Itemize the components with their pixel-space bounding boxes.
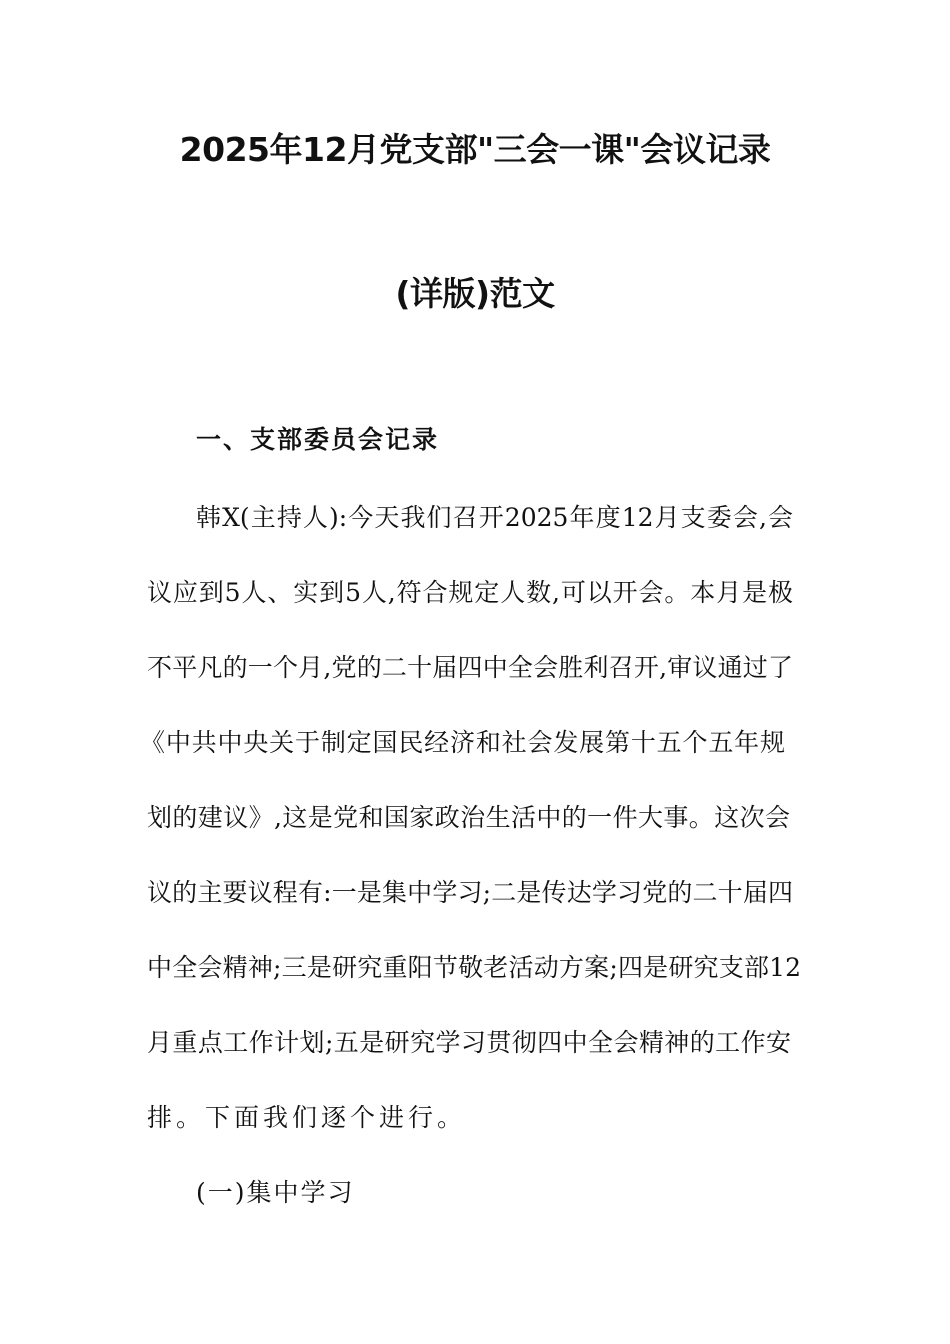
subsection-heading: (一)集中学习 [196,1178,355,1207]
section-heading: 一、支部委员会记录 [196,425,440,454]
paragraph-line: 议的主要议程有:一是集中学习;二是传达学习党的二十届四 [147,878,793,907]
paragraph-line: 中全会精神;三是研究重阳节敬老活动方案;四是研究支部12 [147,953,801,982]
paragraph-line: 议应到5人、实到5人,符合规定人数,可以开会。本月是极 [147,578,793,607]
paragraph-line: 不平凡的一个月,党的二十届四中全会胜利召开,审议通过了 [147,653,793,682]
document-title-line-1: 2025年12月党支部"三会一课"会议记录 [179,130,771,169]
paragraph-line: 月重点工作计划;五是研究学习贯彻四中全会精神的工作安 [147,1028,791,1057]
paragraph-line: 划的建议》,这是党和国家政治生活中的一件大事。这次会 [147,803,790,832]
document-title-line-2: (详版)范文 [395,274,555,313]
paragraph-line: 《中共中央关于制定国民经济和社会发展第十五个五年规 [140,728,785,757]
paragraph-line: 排。下面我们逐个进行。 [147,1103,467,1132]
paragraph-line: 韩X(主持人):今天我们召开2025年度12月支委会,会 [196,503,793,532]
